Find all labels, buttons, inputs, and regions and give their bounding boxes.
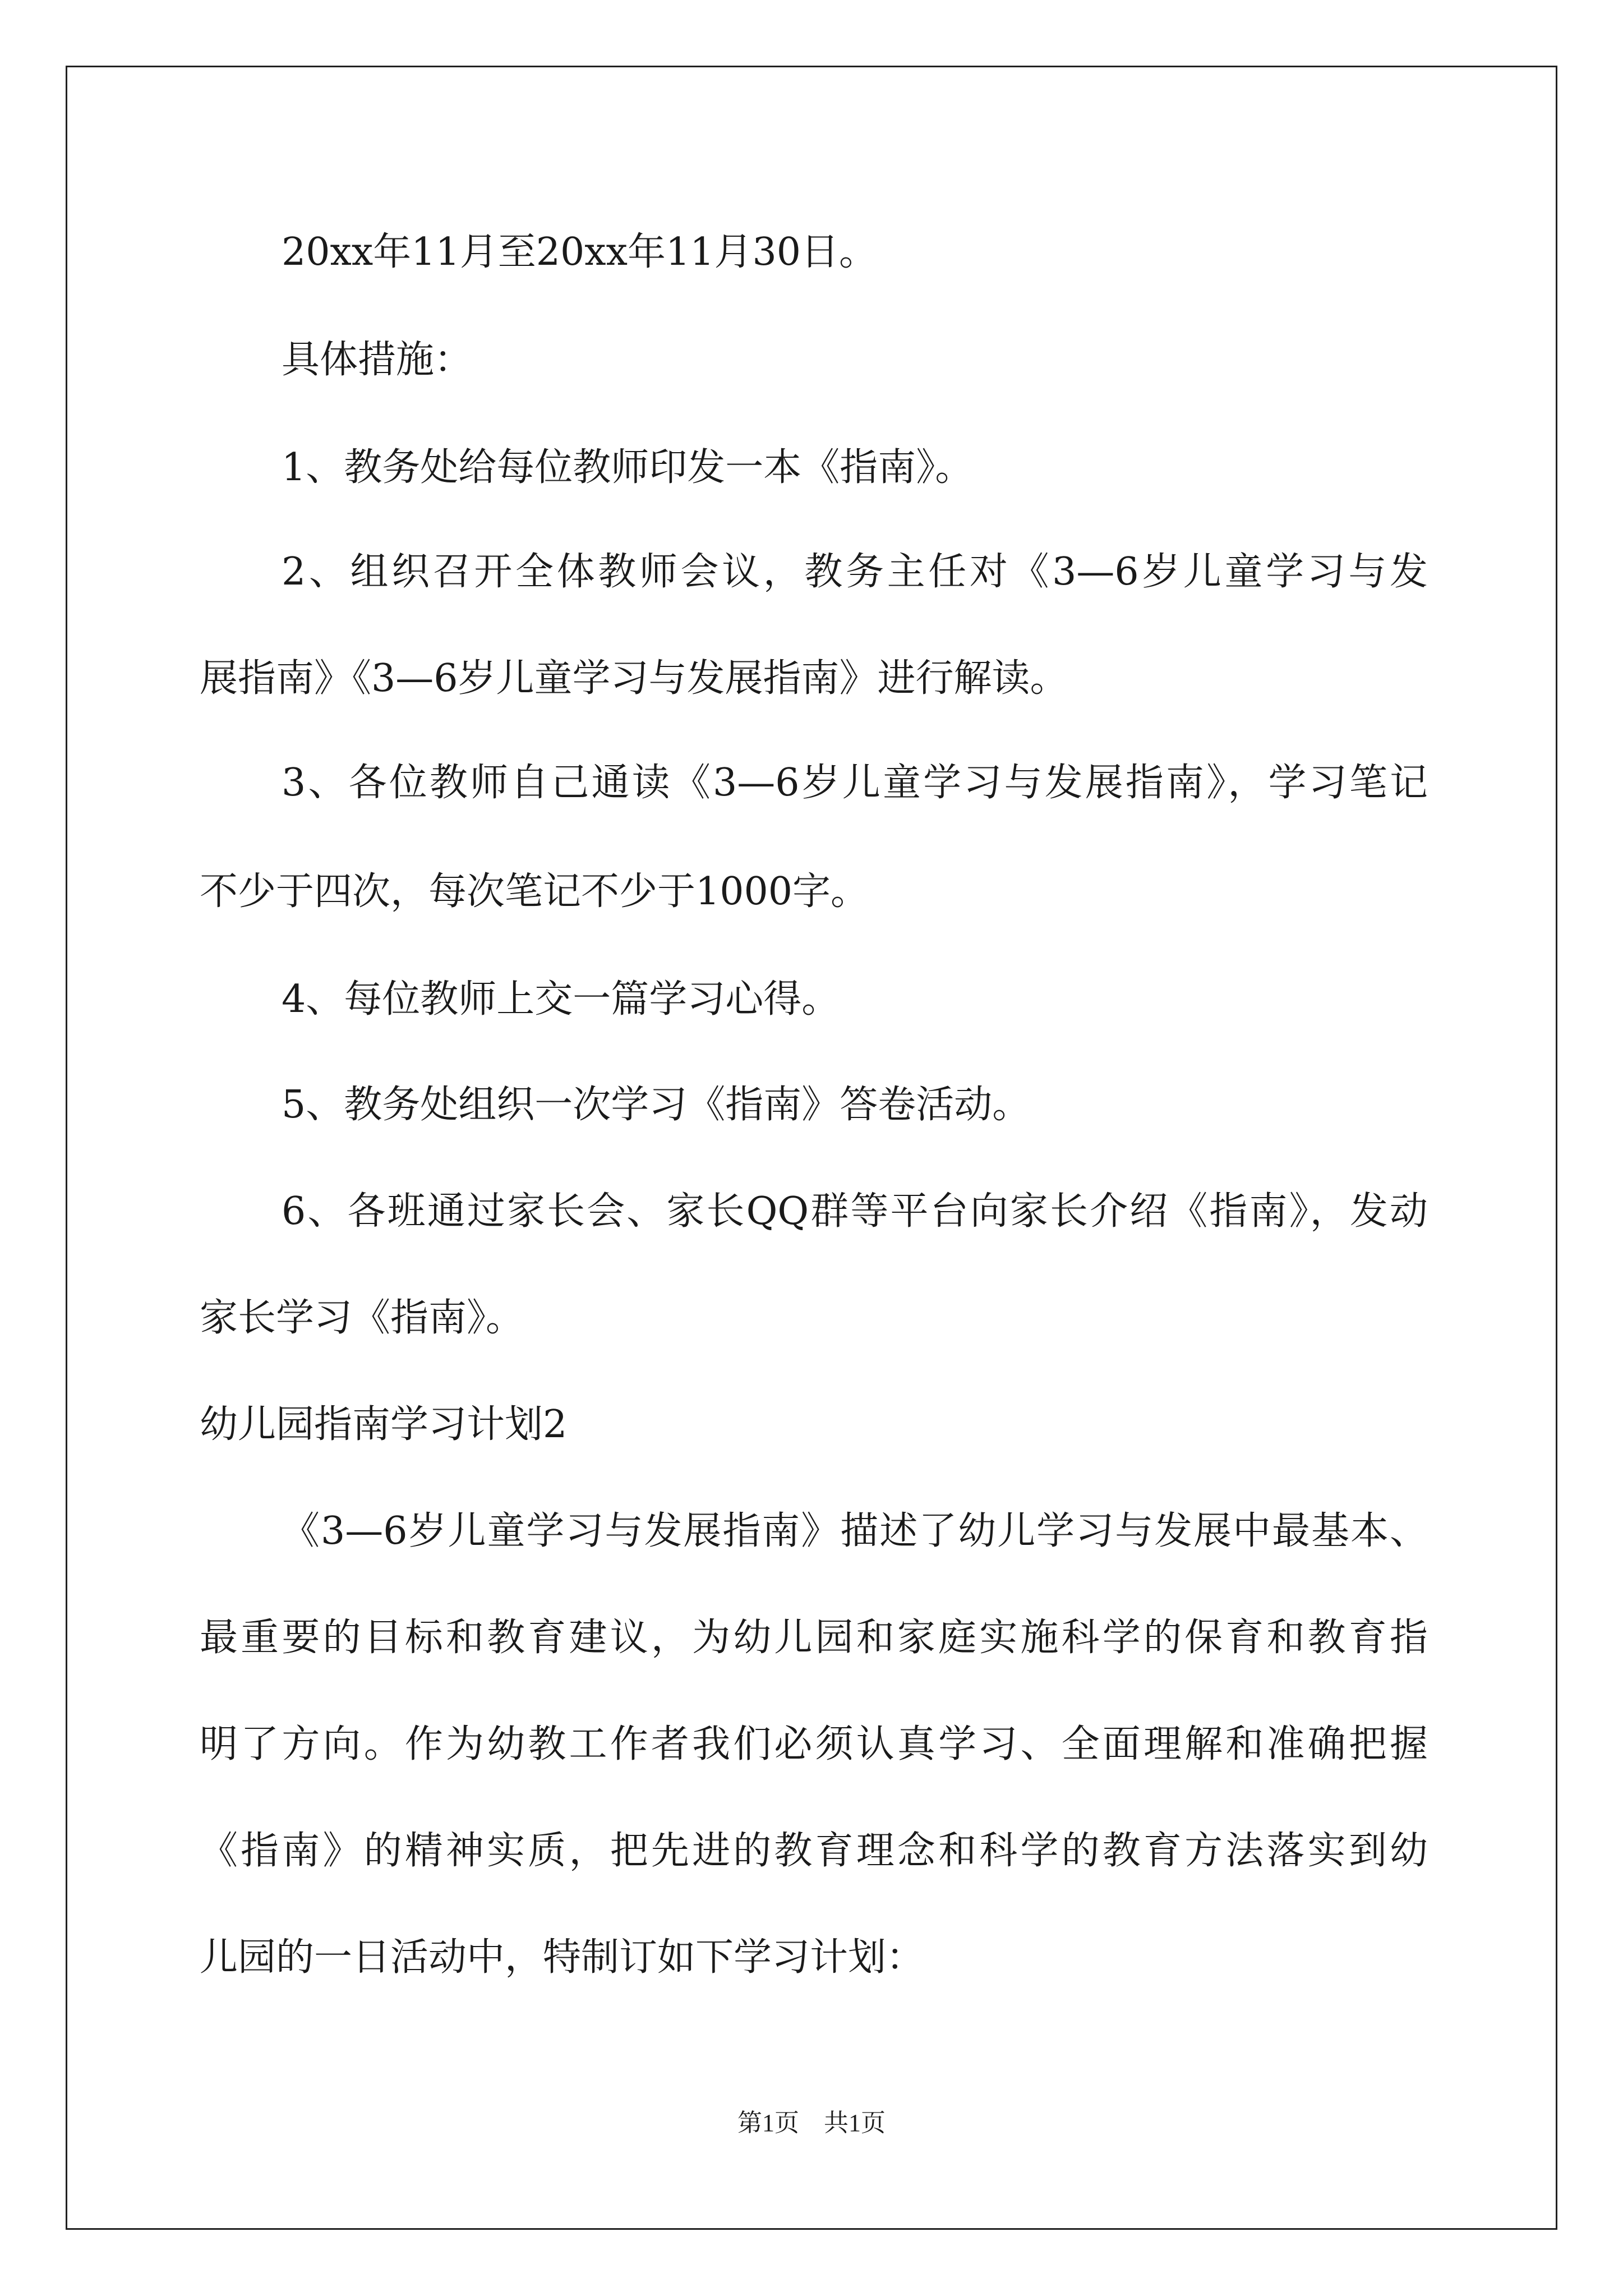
measures-heading: 具体措施： [282, 338, 473, 382]
measure-item-4: 4、每位教师上交一篇学习心得。 [282, 977, 840, 1022]
intro-line-5: 儿园的一日活动中，特制订如下学习计划： [200, 1935, 925, 1980]
page-border [66, 66, 1557, 2230]
intro-line-3: 明了方向。作为幼教工作者我们必须认真学习、全面理解和准确把握 [200, 1722, 1428, 1766]
measure-item-2-cont: 展指南》《3—6岁儿童学习与发展指南》进行解读。 [200, 656, 1068, 701]
page-footer [0, 2106, 1623, 2140]
intro-line-2: 最重要的目标和教育建议，为幼儿园和家庭实施科学的保育和教育指 [200, 1616, 1428, 1660]
intro-line-4: 《指南》的精神实质，把先进的教育理念和科学的教育方法落实到幼 [200, 1829, 1428, 1873]
page-total: 共1页 [824, 2109, 886, 2137]
date-range-line: 20xx年11月至20xx年11月30日。 [282, 230, 878, 274]
page-number: 第1页 [737, 2109, 799, 2137]
measure-item-3: 3、各位教师自己通读《3—6岁儿童学习与发展指南》，学习笔记 [282, 761, 1428, 805]
measure-item-2: 2、组织召开全体教师会议，教务主任对《3—6岁儿童学习与发 [282, 550, 1428, 594]
measure-item-3-cont: 不少于四次，每次笔记不少于1000字。 [200, 869, 869, 914]
measure-item-1: 1、教务处给每位教师印发一本《指南》。 [282, 445, 974, 490]
measure-item-6-cont: 家长学习《指南》。 [200, 1296, 524, 1340]
measure-item-5: 5、教务处组织一次学习《指南》答卷活动。 [282, 1083, 1031, 1127]
measure-item-6: 6、各班通过家长会、家长QQ群等平台向家长介绍《指南》，发动 [282, 1189, 1428, 1234]
intro-line-1: 《3—6岁儿童学习与发展指南》描述了幼儿学习与发展中最基本、 [282, 1509, 1428, 1553]
section-heading: 幼儿园指南学习计划2 [200, 1402, 568, 1447]
